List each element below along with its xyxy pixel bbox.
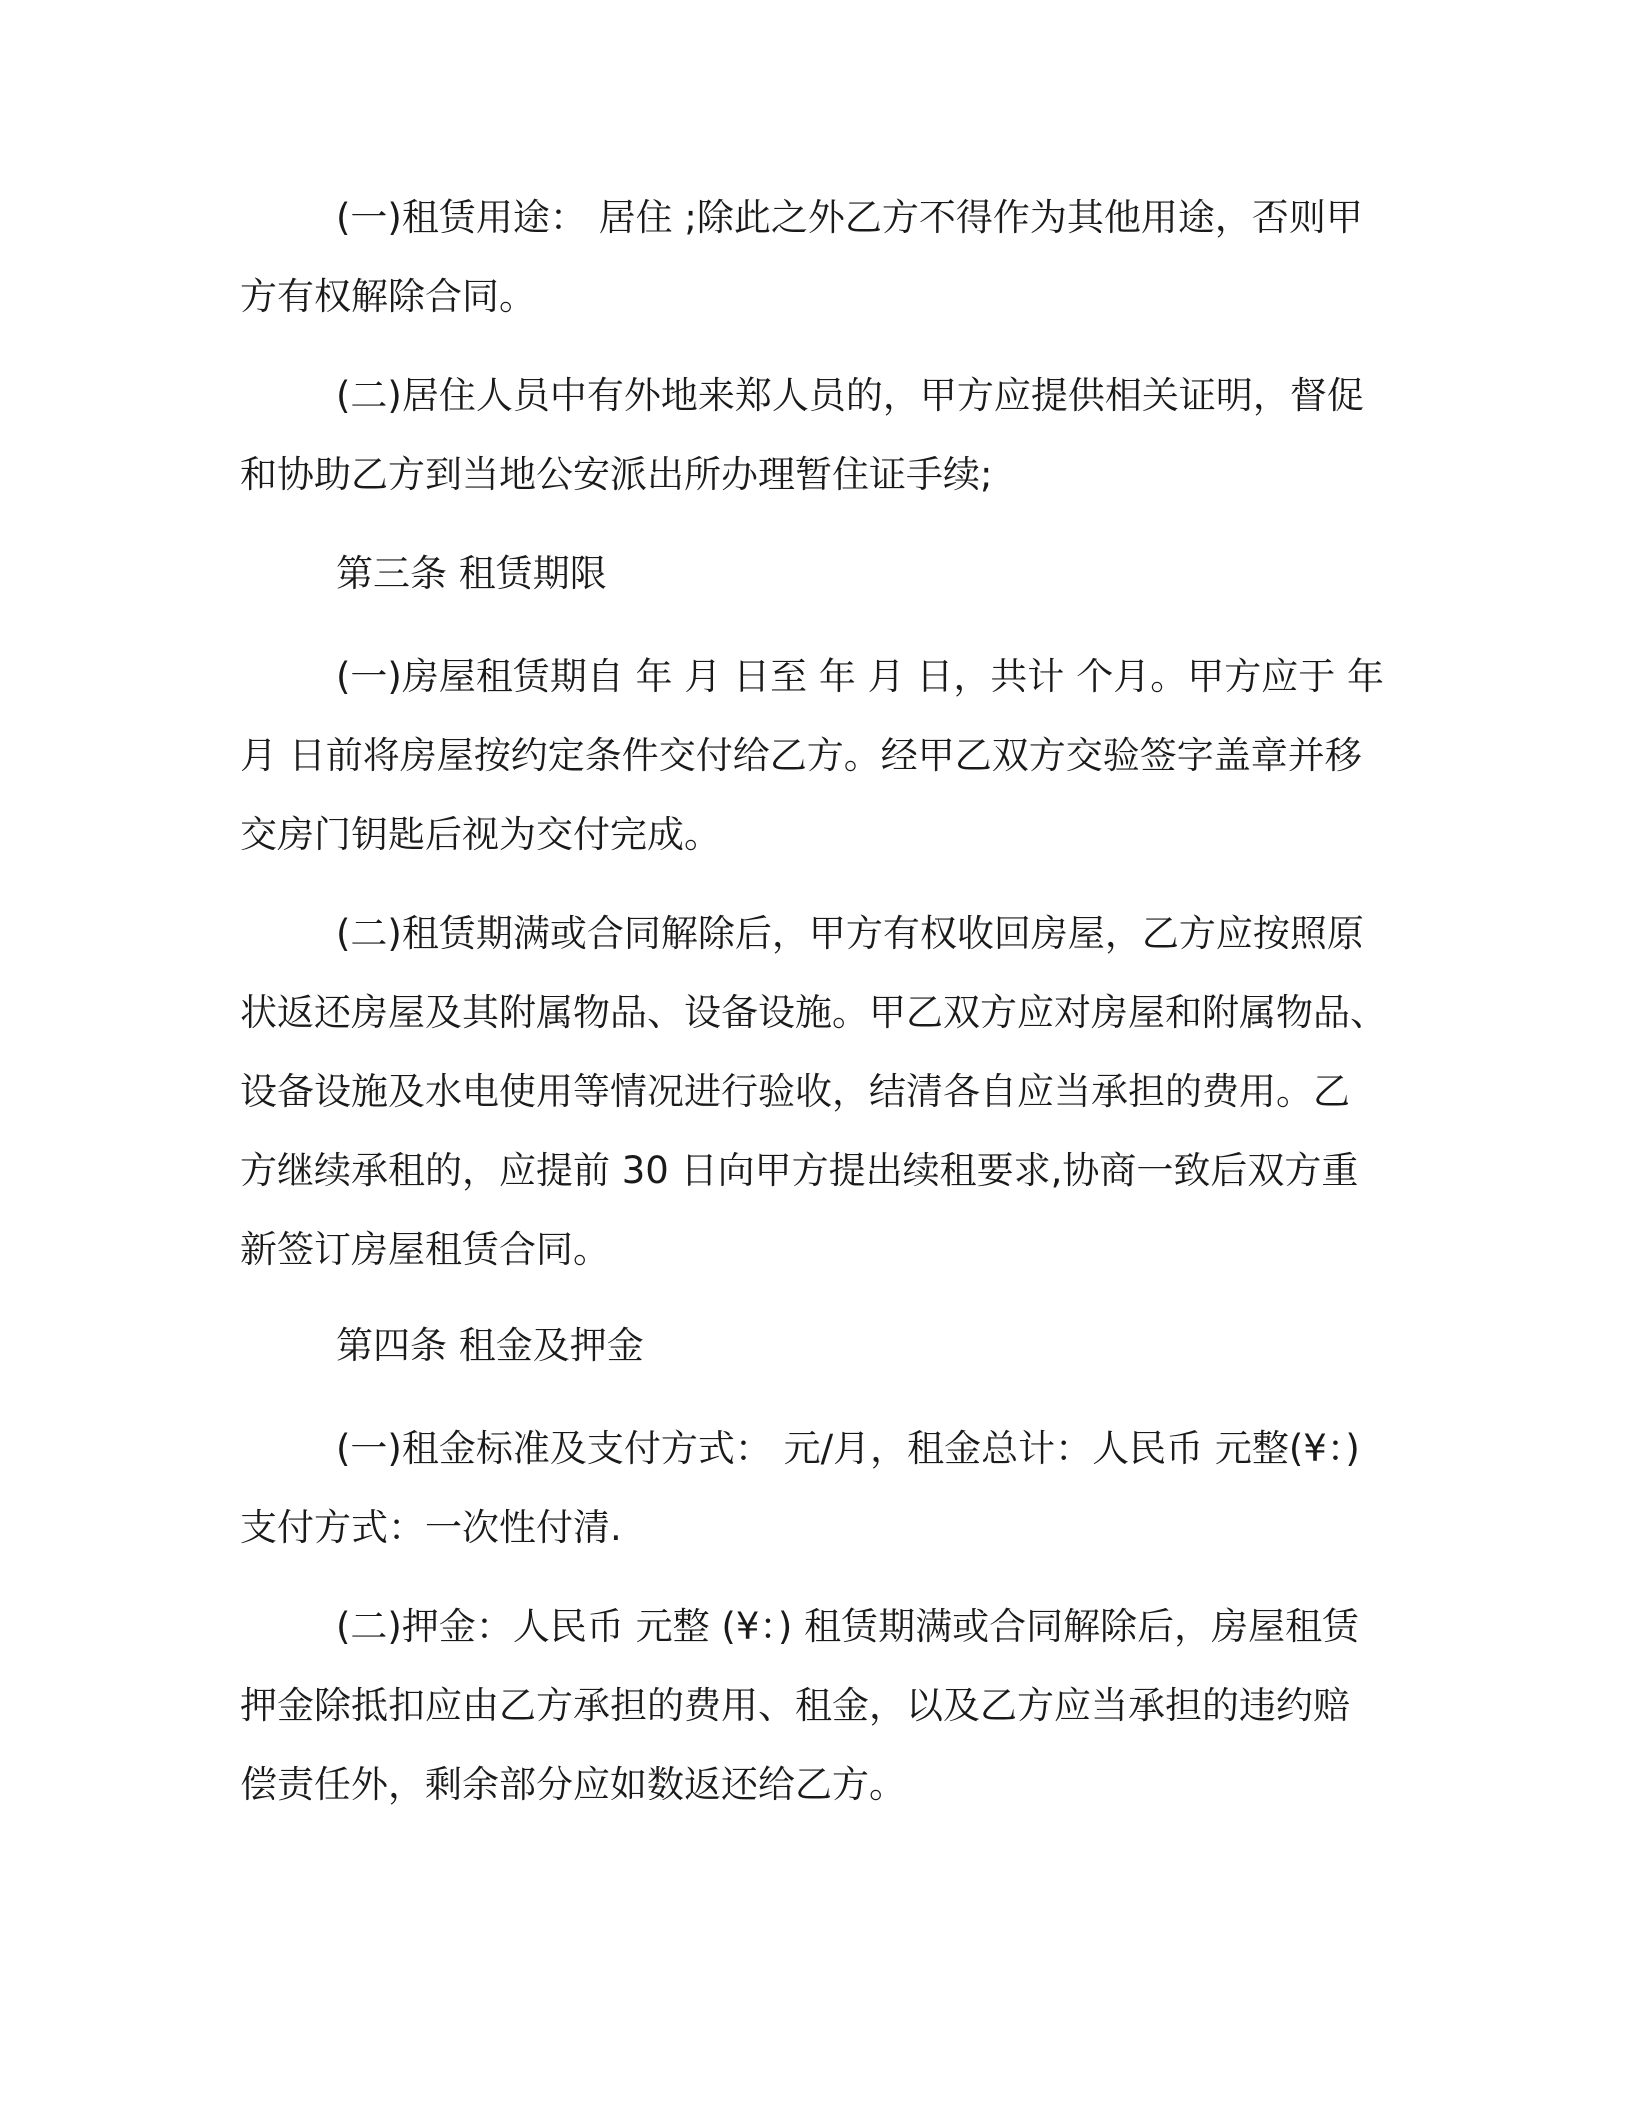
- clause-term-line-3: 交房门钥匙后视为交付完成。: [240, 813, 721, 856]
- clause-residents-line-2: 和协助乙方到当地公安派出所办理暂住证手续;: [240, 453, 993, 496]
- clause-purpose-line-2: 方有权解除合同。: [240, 275, 536, 318]
- clause-return-line-1: (二)租赁期满或合同解除后，甲方有权收回房屋，乙方应按照原: [336, 912, 1364, 955]
- clause-return-line-4: 方继续承租的，应提前 30 日向甲方提出续租要求,协商一致后双方重: [240, 1149, 1359, 1192]
- clause-term-line-2: 月 日前将房屋按约定条件交付给乙方。经甲乙双方交验签字盖章并移: [240, 734, 1362, 777]
- article-four-heading: 第四条 租金及押金: [336, 1324, 644, 1367]
- clause-rent-line-1: (一)租金标准及支付方式： 元/月，租金总计：人民币 元整(¥：): [336, 1427, 1360, 1470]
- clause-return-line-3: 设备设施及水电使用等情况进行验收，结清各自应当承担的费用。乙: [240, 1070, 1350, 1113]
- clause-deposit-line-3: 偿责任外，剩余部分应如数返还给乙方。: [240, 1763, 906, 1806]
- clause-deposit-line-1: (二)押金：人民币 元整 (¥：) 租赁期满或合同解除后，房屋租赁: [336, 1605, 1360, 1648]
- clause-return-line-2: 状返还房屋及其附属物品、设备设施。甲乙双方应对房屋和附属物品、: [240, 991, 1387, 1034]
- article-three-heading: 第三条 租赁期限: [336, 552, 607, 595]
- clause-residents-line-1: (二)居住人员中有外地来郑人员的，甲方应提供相关证明，督促: [336, 374, 1364, 417]
- clause-term-line-1: (一)房屋租赁期自 年 月 日至 年 月 日，共计 个月。甲方应于 年: [336, 655, 1384, 698]
- clause-return-line-5: 新签订房屋租赁合同。: [240, 1228, 610, 1271]
- clause-deposit-line-2: 押金除抵扣应由乙方承担的费用、租金，以及乙方应当承担的违约赔: [240, 1684, 1350, 1727]
- clause-purpose-line-1: (一)租赁用途： 居住 ;除此之外乙方不得作为其他用途，否则甲: [336, 196, 1363, 239]
- clause-rent-line-2: 支付方式：一次性付清.: [240, 1506, 622, 1549]
